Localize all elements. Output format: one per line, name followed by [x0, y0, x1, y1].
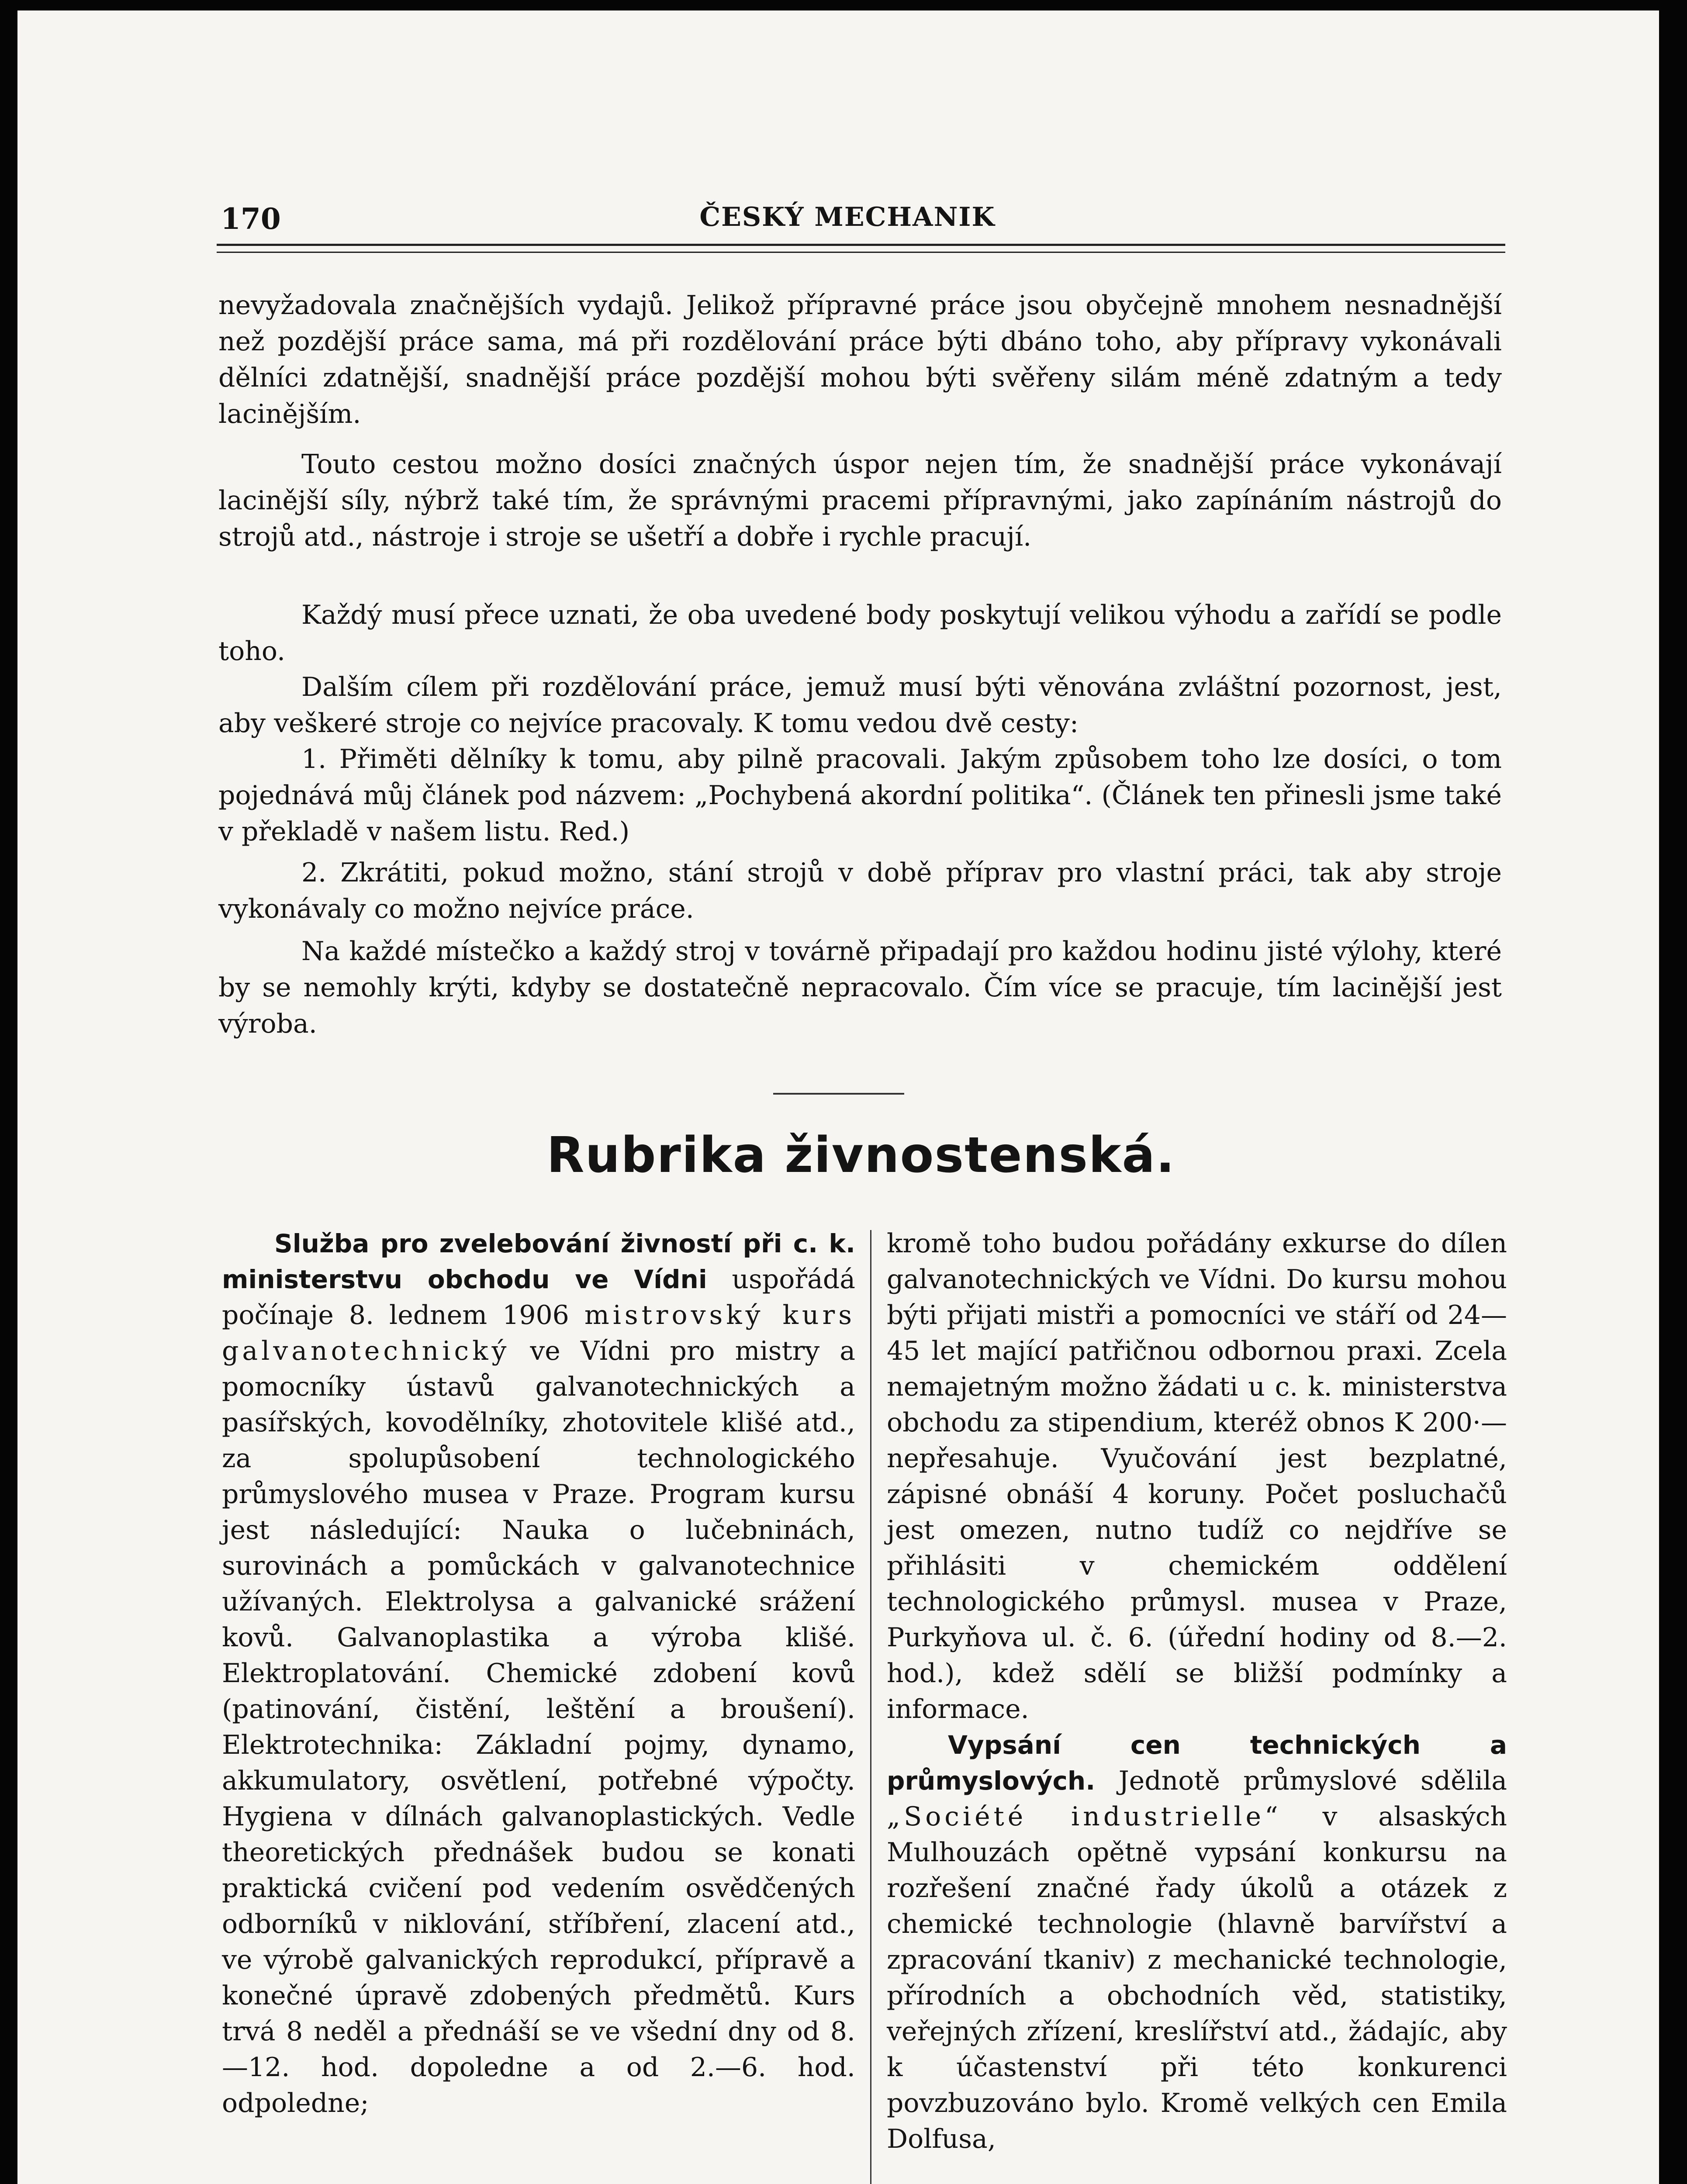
numbered-paragraph: 1. Přiměti dělníky k tomu, aby pilně pracovali. Jakým způsobem toho lze dosíci, o tom pojednává můj článek pod názvem: „Pochybená akordní politika“. (Článek ten přinesli jsme také v překladě v našem listu. Red.): [218, 744, 1502, 847]
column-divider: [870, 1230, 871, 2184]
scan-border-left: [0, 0, 17, 2184]
lead-heading: Služba pro zvelebování živností při c. k. ministerstvu obchodu ve Vídni: [222, 1229, 855, 1294]
scan-border-top: [0, 0, 1687, 10]
paragraph: Na každé místečko a každý stroj v továrně připadají pro každou hodinu jisté výlohy, které by se nemohly krýti, kdyby se dostatečně nepracovalo. Čím více se pracuje, tím lacinější jest výroba.: [218, 936, 1502, 1039]
body-text: ve Vídni pro mistry a pomocníky ústavů galvanotechnických a pasířských, kovodělníky, zhotovitele klišé atd., za spolupůsobení technologického průmyslového musea v Praze. Program kursu jest následující: Nauka o lučebninách, surovinách a pomůckách v galvanotechnice užívaných. Elektrolysa a galvanické srážení kovů. Galvanoplastika a výroba klišé. Elektroplatování. Chemické zdobení kovů (patinování, čistění, leštění a broušení). Elektrotechnika: Základní pojmy, dynamo, akkumulatory, osvětlení, potřebné výpočty. Hygiena v dílnách galvanoplastických. Vedle theoretických přednášek budou se konati praktická cvičení pod vedením osvědčených odborníků v niklování, stříbření, zlacení atd., ve výrobě galvanických reprodukcí, přípravě a konečné úpravě zdobených předmětů. Kurs trvá 8 neděl a přednáší se ve všední dny od 8.—12. hod. dopoledne a od 2.—6. hod. odpoledne;: [222, 1336, 855, 2118]
spaced-text: „Société industrielle“: [887, 1801, 1282, 1832]
header-rule-thin: [217, 252, 1505, 253]
paragraph: Dalším cílem při rozdělování práce, jemuž musí býti věnována zvláštní pozornost, jest, aby veškeré stroje co nejvíce pracovaly. K tomu vedou dvě cesty:: [218, 672, 1502, 739]
scan-border-right: [1659, 0, 1687, 2184]
separator-rule: [773, 1093, 904, 1095]
paragraph: nevyžadovala značnějších vydajů. Jelikož přípravné práce jsou obyčejně mnohem nesnadnější než pozdější práce sama, má při rozdělování práce býti dbáno toho, aby přípravy vykonávali dělníci zdatnější, snadnější práce pozdější mohou býti svěřeny silám méně zdatným a tedy lacinějším.: [218, 290, 1502, 429]
page-number: 170: [221, 202, 281, 236]
body-text: kromě toho budou pořádány exkurse do dílen galvanotechnických ve Vídni. Do kursu mohou býti přijati mistři a pomocníci ve stáří od 24—45 let mající patřičnou odbornou praxi. Zcela nemajetným možno žádati u c. k. ministerstva obchodu za stipendium, kteréž obnos K 200·— nepřesahuje. Vyučování jest bezplatné, zápisné obnáší 4 koruny. Počet posluchačů jest omezen, nutno tudíž co nejdříve se přihlásiti v chemickém oddělení technologického průmysl. musea v Praze, Purkyňova ul. č. 6. (úřední hodiny od 8.—2. hod.), kdež sdělí se bližší podmínky a informace.: [887, 1228, 1507, 1724]
spaced-text: mistrovský kurs galvanotechnický: [222, 1300, 855, 1366]
body-text: v alsaských Mulhouzách opětně vypsání konkursu na rozřešení značné řady úkolů a otázek z chemické technologie (hlavně barvířství a zpracování tkaniv) z mechanické technologie, přírodních a obchodních věd, statistiky, veřejných zřízení, kreslířství atd., žádajíc, aby k účastenství při této konkurenci povzbuzováno bylo. Kromě velkých cen Emila Dolfusa,: [887, 1801, 1507, 2154]
left-column: [222, 1226, 855, 2121]
intro-text: uspořádá počínaje 8. lednem 1906: [222, 1264, 855, 1330]
right-column: [887, 1226, 1507, 2157]
section-heading: Rubrika živnostenská.: [546, 1127, 1175, 1184]
running-title: ČESKÝ MECHANIK: [699, 202, 996, 232]
numbered-paragraph: 2. Zkrátiti, pokud možno, stání strojů v době příprav pro vlastní práci, tak aby stroje vykonávaly co možno nejvíce práce.: [218, 857, 1502, 924]
lead-heading: Vypsání cen technických a průmyslových.: [887, 1730, 1507, 1796]
paragraph: Touto cestou možno dosíci značných úspor nejen tím, že snadnější práce vykonávají lacinější síly, nýbrž také tím, že správnými pracemi přípravnými, jako zapínáním nástrojů do strojů atd., nástroje i stroje se ušetří a dobře i rychle pracují.: [218, 449, 1502, 552]
body-text: Jednotě průmyslové sdělila: [1118, 1766, 1507, 1796]
paragraph: Každý musí přece uznati, že oba uvedené body poskytují velikou výhodu a zařídí se podle toho.: [218, 600, 1502, 667]
header-rule-thick: [217, 244, 1505, 246]
